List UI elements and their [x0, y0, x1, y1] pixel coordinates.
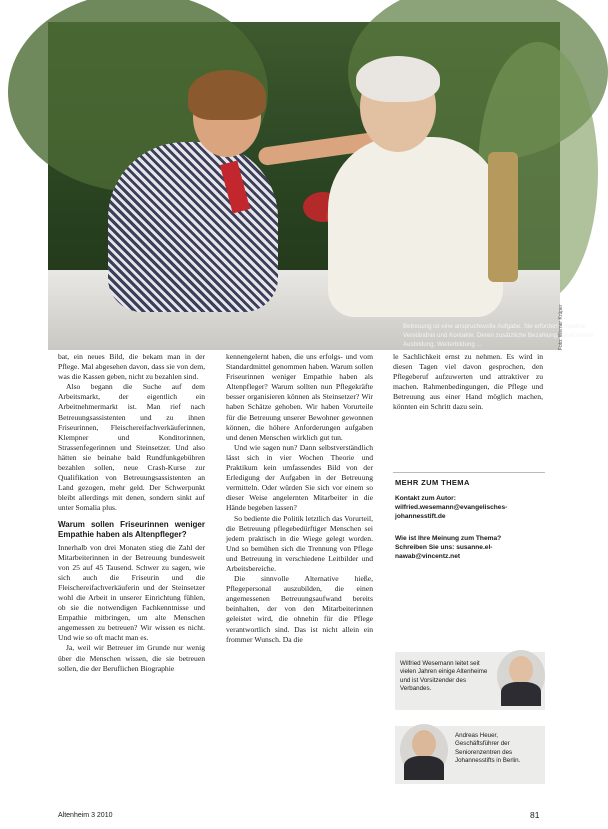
chair-shape [488, 152, 518, 282]
opinion-email-link[interactable]: Schreiben Sie uns: susanne.el-nawab@vincentz.net [395, 544, 493, 560]
elderly-woman-hair [356, 56, 440, 102]
page-number: 81 [530, 810, 540, 820]
paragraph: Und wie sagen nun? Dann selbstverständlich lässt sich in vier Wochen Theorie und Praktikum kein umfassendes Bild von der Erledigung der Aufgaben in der Betreuung vermitteln. Oder würden Sie sich vor einem so dieser Weise angelernten Mitarbeiter in die Hände begeben lassen? [226, 442, 373, 513]
photo-caption: Betreuung ist eine anspruchsvolle Aufgabe. Sie erfordert Empathie, Verständnis und Kontakte. Deren zusätzliche Bezahlung, strukturierte Ausbildung, Weiterbildung ... [403, 323, 594, 348]
paragraph: Die sinnvolle Alternative hieße, Pflegepersonal auszubilden, die einen angemessenen Betreuungsaufwand bereits beinhalten, der von den Mitarbeiterinnen geleistet wird, die ohnehin für die Pflege verantwortlich sind. Das ist nicht allein ein frommer Wunsch. Da die [226, 574, 373, 644]
elderly-woman-figure [328, 137, 503, 317]
caregiver-hair [188, 70, 266, 120]
paragraph: Ja, weil wir Betreuer im Grunde nur wenig über die Menschen wissen, die sie betreuen sollen, die der Beruflichen Biographie [58, 643, 205, 673]
paragraph: le Sachlichkeit ernst zu nehmen. Es wird in diesen Tagen viel davon gesprochen, den Pflegeberuf aufzuwerten und attraktiver zu machen. Rahmenbedingungen, die Pflege und Betreuung aus einer Hand möglich machen, könnten ein Schritt dazu sein. [393, 352, 543, 412]
contact-email-link[interactable]: wilfried.wesemann@evangelisches-johannesstift.de [395, 504, 508, 520]
paragraph: kennengelernt haben, die uns erfolgs- und vom Standardmittel genommen haben. Warum sollen Friseurinnen weniger Empathie haben als Altenpfleger? Warum sollten nun Pflegekräfte besser organisieren können als Steinsetzer? Wir haben Schätze gehoben. Wir haben Vorurteile für die Betreuung unserer Bewohner gewonnen können, die höhere Anforderungen aufgaben und denen Menschen wirklich gut tun. [226, 352, 373, 442]
suit-shape [404, 756, 444, 780]
paragraph: So bediente die Politik letztlich das Vorurteil, die Betreuung pflegebedürftiger Menschen sei jedem praktisch in die Wiege gelegt worden. Und so bemühen sich die Trennung von Pflege und Betreuung in verschiedene Leitbilder und Arbeitsbereiche. [226, 513, 373, 573]
opinion-block [395, 534, 545, 561]
caregiver-figure [108, 142, 278, 312]
paragraph: Innerhalb von drei Monaten stieg die Zahl der Mitarbeiterinnen in der Betreuung bundesweit von 25 auf 45 Tausend. Schwer zu sagen, wie sich auch die Friseurin und die Fleischereifachverkäuferin und der Steinsetzer wohl die Arbeit in unserer Einrichtung fühlen, ob sie die notwendigen Fachkenntnisse und Empathie mitbringen, um alte Menschen angemessen zu betreuen? Wir wissen es nicht. Und wie so oft macht man es. [58, 542, 205, 643]
contact-block [395, 494, 545, 521]
suit-shape [501, 682, 541, 706]
paragraph: Also begann die Suche auf dem Arbeitsmarkt, der eigentlich ein Arbeitnehmermarkt ist. Man rief nach Betreuungsassistenten und zu ihnen Friseurinnen, Fleischereifachverkäuferinnen, Klempner und Konditorinnen, Strassenfegerinnen und Steinsetzer. Und also hätten sie beinahe bald Rundfunkgebühren bezahlen sollen, neue Crash-Kurse zur Qualifikation von Betreuungsassistenten an Land gezogen, mehr geld. Der Schwerpunkt bleibt allerdings mit denen, sondern sinkt auf unter Somalia plus. [58, 382, 205, 513]
article-column-3 [393, 352, 543, 413]
face-shape [412, 730, 436, 758]
opinion-label: Wie ist Ihre Meinung zum Thema? [395, 535, 502, 542]
face-shape [509, 656, 533, 684]
author-2-photo [400, 724, 448, 776]
contact-label: Kontakt zum Autor: [395, 495, 456, 502]
paragraph: bat, ein neues Bild, die bekam man in der Pflege. Mal abgesehen davon, dass sie von dem, was die Kassen geben, nicht zu bezahlen sind. [58, 352, 205, 382]
photo-credit: Foto: Werner Krüper [558, 304, 564, 350]
mehr-zum-thema-heading: MEHR ZUM THEMA [395, 478, 470, 487]
author-1-photo [497, 650, 545, 702]
author-1-text: Wilfried Wesemann leitet seit vielen Jahren einige Altenheime und ist Vorsitzender des Verbandes. [400, 660, 488, 693]
subheading: Warum sollen Friseurinnen weniger Empathie haben als Altenpfleger? [58, 519, 205, 539]
article-column-2 [226, 352, 373, 645]
article-column-1 [58, 352, 205, 674]
divider [393, 472, 545, 473]
footer-magazine: Altenheim 3 2010 [58, 812, 113, 819]
author-2-text: Andreas Heuer, Geschäftsführer der Seniorenzentren des Johannesstifts in Berlin. [455, 732, 521, 765]
